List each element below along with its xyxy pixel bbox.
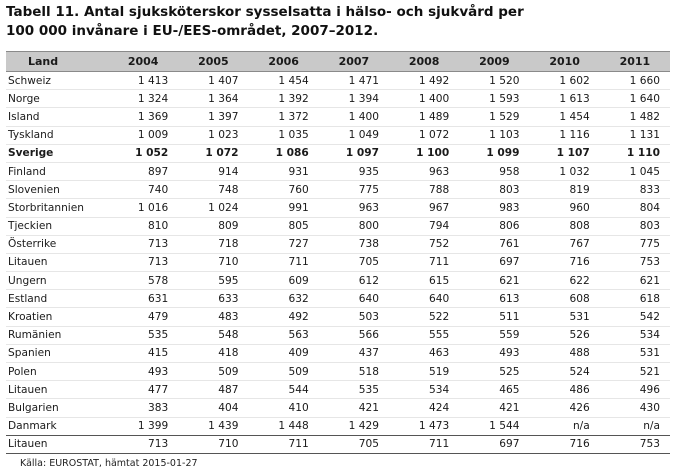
cell-value: 1 439: [178, 417, 248, 435]
cell-value: 521: [600, 363, 670, 381]
cell-value: 1 454: [249, 72, 319, 90]
cell-value: 705: [319, 435, 389, 453]
cell-value: 1 660: [600, 72, 670, 90]
column-header-2007: 2007: [319, 52, 389, 72]
cell-value: 1 473: [389, 417, 459, 435]
cell-value: 705: [319, 253, 389, 271]
cell-value: 1 613: [530, 90, 600, 108]
cell-land: Litauen: [6, 435, 108, 453]
table-row: [6, 108, 670, 126]
table-row: [6, 363, 670, 381]
source-note: Källa: EUROSTAT, hämtat 2015-01-27: [20, 458, 198, 469]
cell-value: 1 489: [389, 108, 459, 126]
cell-land: Spanien: [6, 344, 108, 362]
title-line-1: Tabell 11. Antal sjuksköterskor sysselsatta i hälso- och sjukvård per: [6, 4, 524, 20]
cell-value: 833: [600, 181, 670, 199]
cell-value: 775: [319, 181, 389, 199]
cell-land: Island: [6, 108, 108, 126]
cell-value: 958: [459, 162, 529, 180]
cell-value: 803: [600, 217, 670, 235]
cell-value: 437: [319, 344, 389, 362]
cell-value: 519: [389, 363, 459, 381]
column-header-2005: 2005: [178, 52, 248, 72]
cell-value: 1 100: [389, 144, 459, 162]
cell-value: 522: [389, 308, 459, 326]
table-row: [6, 399, 670, 417]
cell-value: 534: [600, 326, 670, 344]
cell-land: Litauen: [6, 381, 108, 399]
cell-value: 518: [319, 363, 389, 381]
cell-value: 963: [319, 199, 389, 217]
table-row: [6, 381, 670, 399]
cell-value: 711: [389, 253, 459, 271]
cell-value: 1 324: [108, 90, 178, 108]
cell-value: n/a: [600, 417, 670, 435]
cell-value: 711: [389, 435, 459, 453]
column-header-2004: 2004: [108, 52, 178, 72]
cell-value: 1 602: [530, 72, 600, 90]
cell-value: 493: [108, 363, 178, 381]
cell-land: Tyskland: [6, 126, 108, 144]
cell-value: 711: [249, 435, 319, 453]
cell-land: Polen: [6, 363, 108, 381]
cell-value: 914: [178, 162, 248, 180]
cell-value: 1 544: [459, 417, 529, 435]
cell-value: 1 471: [319, 72, 389, 90]
cell-value: 618: [600, 290, 670, 308]
cell-value: 426: [530, 399, 600, 417]
cell-value: 493: [459, 344, 529, 362]
cell-value: 479: [108, 308, 178, 326]
cell-land: Finland: [6, 162, 108, 180]
cell-value: 713: [108, 253, 178, 271]
cell-value: 1 110: [600, 144, 670, 162]
table-row: [6, 235, 670, 253]
cell-value: 555: [389, 326, 459, 344]
cell-value: 486: [530, 381, 600, 399]
cell-value: 509: [178, 363, 248, 381]
column-header-2008: 2008: [389, 52, 459, 72]
cell-value: 534: [389, 381, 459, 399]
column-header-2010: 2010: [530, 52, 600, 72]
cell-value: 1 593: [459, 90, 529, 108]
table-row: [6, 290, 670, 308]
cell-value: 640: [319, 290, 389, 308]
cell-value: 548: [178, 326, 248, 344]
cell-value: 1 529: [459, 108, 529, 126]
cell-land: Norge: [6, 90, 108, 108]
cell-value: 503: [319, 308, 389, 326]
cell-value: 477: [108, 381, 178, 399]
cell-value: 819: [530, 181, 600, 199]
cell-land: Estland: [6, 290, 108, 308]
cell-value: 563: [249, 326, 319, 344]
cell-value: 595: [178, 272, 248, 290]
cell-value: 711: [249, 253, 319, 271]
cell-value: 800: [319, 217, 389, 235]
cell-value: 559: [459, 326, 529, 344]
cell-value: 697: [459, 435, 529, 453]
cell-value: 535: [108, 326, 178, 344]
cell-value: 748: [178, 181, 248, 199]
cell-value: 960: [530, 199, 600, 217]
cell-value: 713: [108, 235, 178, 253]
cell-value: 1 372: [249, 108, 319, 126]
table-header-row: [6, 52, 670, 72]
cell-value: 897: [108, 162, 178, 180]
cell-value: 526: [530, 326, 600, 344]
cell-value: 1 024: [178, 199, 248, 217]
cell-value: 1 045: [600, 162, 670, 180]
cell-value: 713: [108, 435, 178, 453]
cell-value: 1 116: [530, 126, 600, 144]
cell-value: 809: [178, 217, 248, 235]
cell-value: 465: [459, 381, 529, 399]
cell-value: 483: [178, 308, 248, 326]
cell-value: 421: [319, 399, 389, 417]
cell-land: Slovenien: [6, 181, 108, 199]
cell-value: 631: [108, 290, 178, 308]
cell-value: 810: [108, 217, 178, 235]
table-row: [6, 326, 670, 344]
cell-value: 931: [249, 162, 319, 180]
cell-value: 535: [319, 381, 389, 399]
cell-value: 492: [249, 308, 319, 326]
column-header-2009: 2009: [459, 52, 529, 72]
cell-value: 640: [389, 290, 459, 308]
cell-value: 1 482: [600, 108, 670, 126]
table-row: [6, 199, 670, 217]
cell-value: 531: [530, 308, 600, 326]
cell-land: Litauen: [6, 253, 108, 271]
cell-value: 1 072: [389, 126, 459, 144]
table-title: [6, 3, 606, 41]
cell-value: 806: [459, 217, 529, 235]
cell-value: 1 049: [319, 126, 389, 144]
cell-value: 544: [249, 381, 319, 399]
cell-land: Ungern: [6, 272, 108, 290]
nurses-table: [6, 51, 670, 454]
table-row: [6, 72, 670, 90]
cell-value: 531: [600, 344, 670, 362]
cell-value: 697: [459, 253, 529, 271]
column-header-2011: 2011: [600, 52, 670, 72]
cell-value: 487: [178, 381, 248, 399]
cell-value: 1 399: [108, 417, 178, 435]
cell-value: 410: [249, 399, 319, 417]
table-row: [6, 181, 670, 199]
cell-value: 383: [108, 399, 178, 417]
cell-value: 578: [108, 272, 178, 290]
cell-value: 805: [249, 217, 319, 235]
cell-value: 991: [249, 199, 319, 217]
cell-value: 1 413: [108, 72, 178, 90]
table-row: [6, 126, 670, 144]
cell-value: 404: [178, 399, 248, 417]
cell-land: Sverige: [6, 144, 108, 162]
cell-value: 615: [389, 272, 459, 290]
cell-land: Kroatien: [6, 308, 108, 326]
cell-value: 761: [459, 235, 529, 253]
cell-land: Bulgarien: [6, 399, 108, 417]
cell-value: 1 097: [319, 144, 389, 162]
cell-value: 1 369: [108, 108, 178, 126]
table-row: [6, 162, 670, 180]
cell-value: 509: [249, 363, 319, 381]
table-row: [6, 272, 670, 290]
cell-value: 1 035: [249, 126, 319, 144]
cell-value: 621: [600, 272, 670, 290]
cell-land: Storbritannien: [6, 199, 108, 217]
cell-value: 525: [459, 363, 529, 381]
cell-value: 511: [459, 308, 529, 326]
cell-value: 1 023: [178, 126, 248, 144]
cell-value: 1 131: [600, 126, 670, 144]
cell-value: 424: [389, 399, 459, 417]
cell-value: 788: [389, 181, 459, 199]
cell-value: 710: [178, 253, 248, 271]
cell-value: 1 072: [178, 144, 248, 162]
cell-value: 1 052: [108, 144, 178, 162]
cell-value: 967: [389, 199, 459, 217]
cell-value: 983: [459, 199, 529, 217]
cell-value: 1 086: [249, 144, 319, 162]
cell-value: 727: [249, 235, 319, 253]
cell-value: 409: [249, 344, 319, 362]
cell-value: 542: [600, 308, 670, 326]
cell-value: 463: [389, 344, 459, 362]
cell-value: 632: [249, 290, 319, 308]
cell-value: 609: [249, 272, 319, 290]
cell-value: 524: [530, 363, 600, 381]
cell-value: 1 520: [459, 72, 529, 90]
column-header-land: Land: [6, 52, 108, 72]
cell-value: 808: [530, 217, 600, 235]
cell-value: 1 492: [389, 72, 459, 90]
cell-value: 488: [530, 344, 600, 362]
cell-value: 767: [530, 235, 600, 253]
cell-land: Rumänien: [6, 326, 108, 344]
cell-value: 1 448: [249, 417, 319, 435]
cell-value: 716: [530, 435, 600, 453]
cell-value: 1 099: [459, 144, 529, 162]
cell-value: 612: [319, 272, 389, 290]
cell-value: 418: [178, 344, 248, 362]
cell-value: 621: [459, 272, 529, 290]
cell-value: 740: [108, 181, 178, 199]
cell-value: 804: [600, 199, 670, 217]
cell-value: 752: [389, 235, 459, 253]
cell-value: 963: [389, 162, 459, 180]
cell-value: 496: [600, 381, 670, 399]
cell-land: Danmark: [6, 417, 108, 435]
cell-land: Österrike: [6, 235, 108, 253]
cell-value: 794: [389, 217, 459, 235]
cell-value: 710: [178, 435, 248, 453]
cell-value: 775: [600, 235, 670, 253]
column-header-2006: 2006: [249, 52, 319, 72]
cell-value: 753: [600, 253, 670, 271]
cell-value: 613: [459, 290, 529, 308]
cell-value: 738: [319, 235, 389, 253]
cell-value: 760: [249, 181, 319, 199]
cell-value: 430: [600, 399, 670, 417]
cell-value: 718: [178, 235, 248, 253]
cell-value: 1 364: [178, 90, 248, 108]
cell-value: 1 103: [459, 126, 529, 144]
cell-value: 1 429: [319, 417, 389, 435]
cell-value: 1 107: [530, 144, 600, 162]
cell-value: 1 394: [319, 90, 389, 108]
cell-value: 566: [319, 326, 389, 344]
cell-value: 1 397: [178, 108, 248, 126]
table-row: [6, 253, 670, 271]
title-line-2: 100 000 invånare i EU-/EES-området, 2007–2012.: [6, 23, 379, 39]
cell-value: 1 016: [108, 199, 178, 217]
table-row: [6, 417, 670, 435]
cell-land: Tjeckien: [6, 217, 108, 235]
cell-value: 1 407: [178, 72, 248, 90]
cell-value: 608: [530, 290, 600, 308]
table-row: [6, 344, 670, 362]
cell-value: 935: [319, 162, 389, 180]
cell-value: 1 640: [600, 90, 670, 108]
cell-value: 753: [600, 435, 670, 453]
cell-value: 1 400: [319, 108, 389, 126]
table-row: [6, 435, 670, 453]
cell-value: 1 392: [249, 90, 319, 108]
cell-value: 421: [459, 399, 529, 417]
table-row: [6, 90, 670, 108]
table-row: [6, 308, 670, 326]
cell-value: 622: [530, 272, 600, 290]
cell-land: Schweiz: [6, 72, 108, 90]
cell-value: 415: [108, 344, 178, 362]
cell-value: 1 400: [389, 90, 459, 108]
cell-value: 1 032: [530, 162, 600, 180]
table-row: [6, 144, 670, 162]
cell-value: n/a: [530, 417, 600, 435]
cell-value: 716: [530, 253, 600, 271]
cell-value: 803: [459, 181, 529, 199]
table-row: [6, 217, 670, 235]
cell-value: 1 009: [108, 126, 178, 144]
cell-value: 633: [178, 290, 248, 308]
cell-value: 1 454: [530, 108, 600, 126]
